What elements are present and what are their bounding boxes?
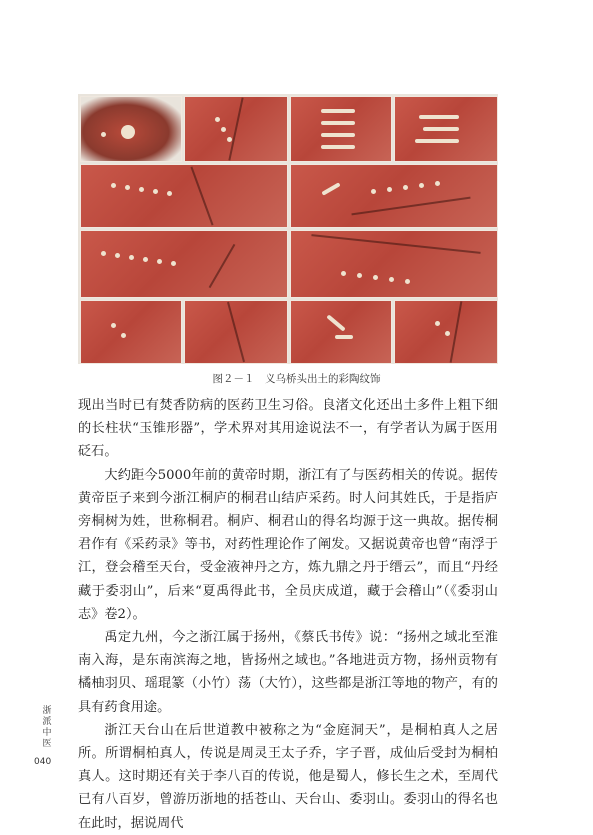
figure-tile (80, 230, 288, 298)
page-number: 040 (34, 757, 52, 767)
figure-tile (80, 96, 182, 162)
paragraph: 浙江天台山在后世道教中被称之为“金庭洞天”，是桐柏真人之居所。所谓桐柏真人，传说是周灵王太子乔，字子晋，成仙后受封为桐柏真人。这时期还有关于李八百的传说，他是蜀人，修长生之术，至周代已有八百岁，曾游历浙地的括苍山、天台山、委羽山。委羽山的得名也在此时，据说周代 (78, 722, 498, 831)
figure-tile (184, 300, 288, 364)
figure-tile (290, 230, 498, 298)
figure-tile (80, 164, 288, 228)
pottery-figure (78, 94, 498, 364)
figure-tile (290, 164, 498, 228)
paragraph: 禹定九州，今之浙江属于扬州，《蔡氏书传》说：“扬州之域北至淮南入海，是东南滨海之地，皆扬州之域也。”各地进贡方物，扬州贡物有橘柚羽贝、瑶琨篆（小竹）荡（大竹），这些都是浙江等地的物产，有的具有药食用途。 (78, 630, 498, 715)
figure-tile (394, 300, 498, 364)
figure-tile (394, 96, 498, 162)
paragraph: 大约距今5000年前的黄帝时期，浙江有了与医药相关的传说。据传黄帝臣子来到今浙江桐庐的桐君山结庐采药。时人问其姓氏，于是指庐旁桐树为姓，世称桐君。桐庐、桐君山的得名均源于这一典故。据传桐君作有《采药录》等书，对药性理论作了阐发。又据说黄帝也曾“南浮于江，登会稽至天台，受金液神丹之方，炼九鼎之丹于缙云”，而且“丹经藏于委羽山”，后来“夏禹得此书，全员庆成道，藏于会稽山”（《委羽山志》卷2）。 (78, 467, 498, 622)
figure-tile (290, 96, 392, 162)
side-label: 浙派中医 (42, 706, 52, 749)
figure-caption: 图２－１ 义乌桥头出土的彩陶纹饰 (212, 373, 381, 385)
body-text (78, 394, 498, 835)
figure-tile (290, 300, 392, 364)
paragraph: 现出当时已有焚香防病的医药卫生习俗。良渚文化还出土多件上粗下细的长柱状“玉锥形器”，学术界对其用途说法不一，有学者认为属于医用砭石。 (78, 398, 498, 460)
figure-tile (80, 300, 182, 364)
figure-tile (184, 96, 288, 162)
